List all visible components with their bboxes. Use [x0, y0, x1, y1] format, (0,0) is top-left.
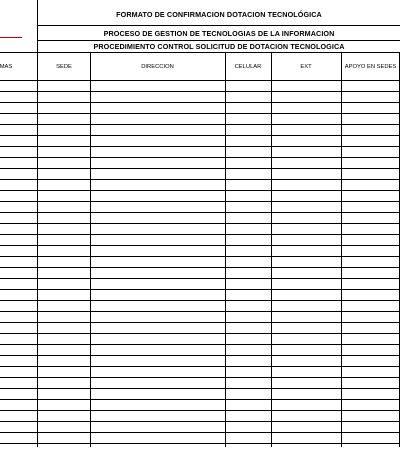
table-row-line — [0, 344, 400, 345]
table-row-line — [0, 289, 400, 290]
table-row-line — [0, 102, 400, 103]
table-row-line — [0, 311, 400, 312]
table-row-line — [0, 157, 400, 158]
column-header-ext: EXT — [300, 63, 312, 70]
table-row-line — [0, 146, 400, 147]
table-row-line — [0, 443, 400, 444]
table-row-line — [0, 300, 400, 301]
table-row-line — [0, 432, 400, 433]
process-title: PROCESO DE GESTION DE TECNOLOGIAS DE LA INFORMACION — [103, 29, 335, 38]
column-divider-line — [271, 52, 272, 447]
table-row-line — [0, 333, 400, 334]
column-divider-line — [341, 52, 342, 447]
table-row-line — [0, 278, 400, 279]
table-row-line — [0, 399, 400, 400]
table-row-line — [0, 388, 400, 389]
red-underline-mark — [0, 37, 22, 38]
table-row-line — [0, 421, 400, 422]
table-row-line — [0, 234, 400, 235]
column-header-apoyo: APOYO EN SEDES — [344, 63, 397, 70]
column-header-sede: SEDE — [56, 63, 72, 70]
column-header-direccion: DIRECCION — [141, 63, 174, 70]
table-row-line — [0, 245, 400, 246]
table-row-line — [0, 201, 400, 202]
header-divider-line — [37, 25, 400, 26]
table-row-line — [0, 168, 400, 169]
table-row-line — [0, 366, 400, 367]
table-row-line — [0, 377, 400, 378]
table-row-line — [0, 113, 400, 114]
header-left-border — [37, 0, 38, 53]
table-row-line — [0, 256, 400, 257]
table-row-line — [0, 179, 400, 180]
table-row-line — [0, 267, 400, 268]
table-row-line — [0, 223, 400, 224]
table-row-line — [0, 91, 400, 92]
table-row-line — [0, 190, 400, 191]
column-header-bottom-line — [0, 80, 400, 81]
procedure-title: PROCEDIMIENTO CONTROL SOLICITUD DE DOTACION TECNOLOGICA — [93, 42, 345, 51]
header-bottom-line — [0, 52, 400, 53]
column-divider-line — [90, 52, 91, 447]
column-header-celular: CELULAR — [234, 63, 262, 70]
header-divider-line — [37, 40, 400, 41]
table-row-line — [0, 410, 400, 411]
table-row-line — [0, 124, 400, 125]
column-header-mas: MAS — [0, 63, 13, 70]
table-row-line — [0, 135, 400, 136]
table-row-line — [0, 322, 400, 323]
column-divider-line — [37, 52, 38, 447]
column-divider-line — [225, 52, 226, 447]
table-row-line — [0, 355, 400, 356]
table-row-line — [0, 212, 400, 213]
form-title: FORMATO DE CONFIRMACION DOTACION TECNOLÓGICA — [116, 10, 322, 19]
